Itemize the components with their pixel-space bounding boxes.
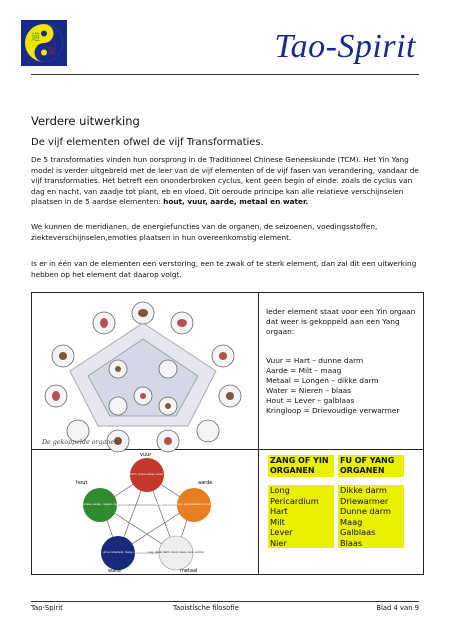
fu-column xyxy=(338,455,404,548)
earth-organs: maag, milt, pancreas, spierweefsel, mond, smaak, bovenlip xyxy=(153,502,235,506)
zang-header: ZANG OF YIN ORGANEN xyxy=(268,455,334,477)
label-aarde: aarde xyxy=(198,480,213,486)
fire-organs: hart, dunne darm, drievoudige, zoals peri-cardium xyxy=(113,472,181,476)
zang-organ: Lever xyxy=(268,527,334,538)
paragraph-meridianen: We kunnen de meridianen, de energiefuncties van de organen, de seizoenen, voedingsstoffen, ziekteverschijnselen,emoties plaatsen in hun overeenkomstig element. xyxy=(31,222,378,242)
label-water: water xyxy=(108,568,123,574)
pair-water: Water = Nieren – blaas xyxy=(266,386,352,395)
organ-cycle-diagram xyxy=(38,301,248,451)
water-organs: nier, blaas, urine, bloedvat, merg, oor, gehoor xyxy=(86,550,150,554)
elements-bold: hout, vuur, aarde, metaal en water. xyxy=(163,197,309,207)
paragraph-verstoring: Is er in één van de elementen een verstoring, een te zwak of te sterk element, dan zal dit een uitwerking hebben op het element dat daarop volgt. xyxy=(31,259,417,279)
pair-kringloop: Kringloop = Drievoudige verwarmer xyxy=(266,406,400,415)
fu-header: FU OF YANG ORGANEN xyxy=(338,455,404,477)
zang-organ: Nier xyxy=(268,538,334,549)
section-heading: Verdere uitwerking xyxy=(31,114,140,128)
element-pairs xyxy=(266,356,416,416)
label-metaal: metaal xyxy=(180,568,198,574)
organ-table-box xyxy=(31,292,424,575)
pair-hout: Hout = Lever – galblaas xyxy=(266,396,355,405)
footer-page-number: Blad 4 van 9 xyxy=(376,604,419,612)
fu-organ: Galblaas xyxy=(338,527,404,538)
footer-divider xyxy=(31,601,419,602)
pair-metaal: Metaal = Longen – dikke darm xyxy=(266,376,379,385)
zang-organ: Milt xyxy=(268,517,334,528)
label-hout: hout xyxy=(76,480,88,486)
fu-organ: Dikke darm xyxy=(338,485,404,496)
section-subheading: De vijf elementen ofwel de vijf Transformaties. xyxy=(31,137,264,148)
zang-column xyxy=(268,455,334,548)
five-elements-diagram xyxy=(71,452,235,574)
pair-vuur: Vuur = Hart – dunne darm xyxy=(266,356,364,365)
footer-topic: Taoistische filosofie xyxy=(173,604,239,612)
zang-organ: Long xyxy=(268,485,334,496)
paragraph-transformaties: De 5 transformaties vinden hun oorsprong in de Traditioneel Chinese Geneeskunde (TCM). Het Yin Yang model is verder uitgebreid met de leer van de vijf elementen of de vijf fasen van verandering, vandaar de vijf transformaties. Het betreft een ononderbroken cyclus, kent geen begin of einde: zoals de cyclus van dag en nacht, van zaadje tot plant, eb en vloed. Dit oeroude principe kan alle relatieve verschijnselen plaatsen in de 5 aardse elementen: hout, vuur, aarde, metaal en water. xyxy=(31,155,419,207)
metal-organs: long, dikke darm, huid, neus, reuk, slijmvl. xyxy=(147,550,205,554)
zang-organ: Pericardium xyxy=(268,496,334,507)
header-divider xyxy=(31,74,419,75)
brand-title: Tao-Spirit xyxy=(274,28,416,65)
table-intro: Ieder element staat voor een Yin orgaan dat weer is gekoppeld aan een Yang orgaan: xyxy=(266,307,416,336)
fu-organ: Driewarmer xyxy=(338,496,404,507)
zang-organ: Hart xyxy=(268,506,334,517)
pair-aarde: Aarde = Milt – maag xyxy=(266,366,342,375)
fu-organ: Blaas xyxy=(338,538,404,549)
svg-text:気: 気 xyxy=(47,47,57,57)
wood-organs: lever, galblaas, pezen, nagels, ogen, zicht xyxy=(71,502,129,506)
label-vuur: vuur xyxy=(140,452,152,458)
fu-organ: Maag xyxy=(338,517,404,528)
svg-text:道: 道 xyxy=(31,33,41,43)
tao-spirit-logo xyxy=(21,20,67,66)
diagram-caption: De gekoppelde organen. xyxy=(42,439,121,446)
footer-site: Tao-Spirit xyxy=(31,604,63,612)
fu-organ: Dunne darm xyxy=(338,506,404,517)
table-vertical-divider xyxy=(258,293,259,574)
